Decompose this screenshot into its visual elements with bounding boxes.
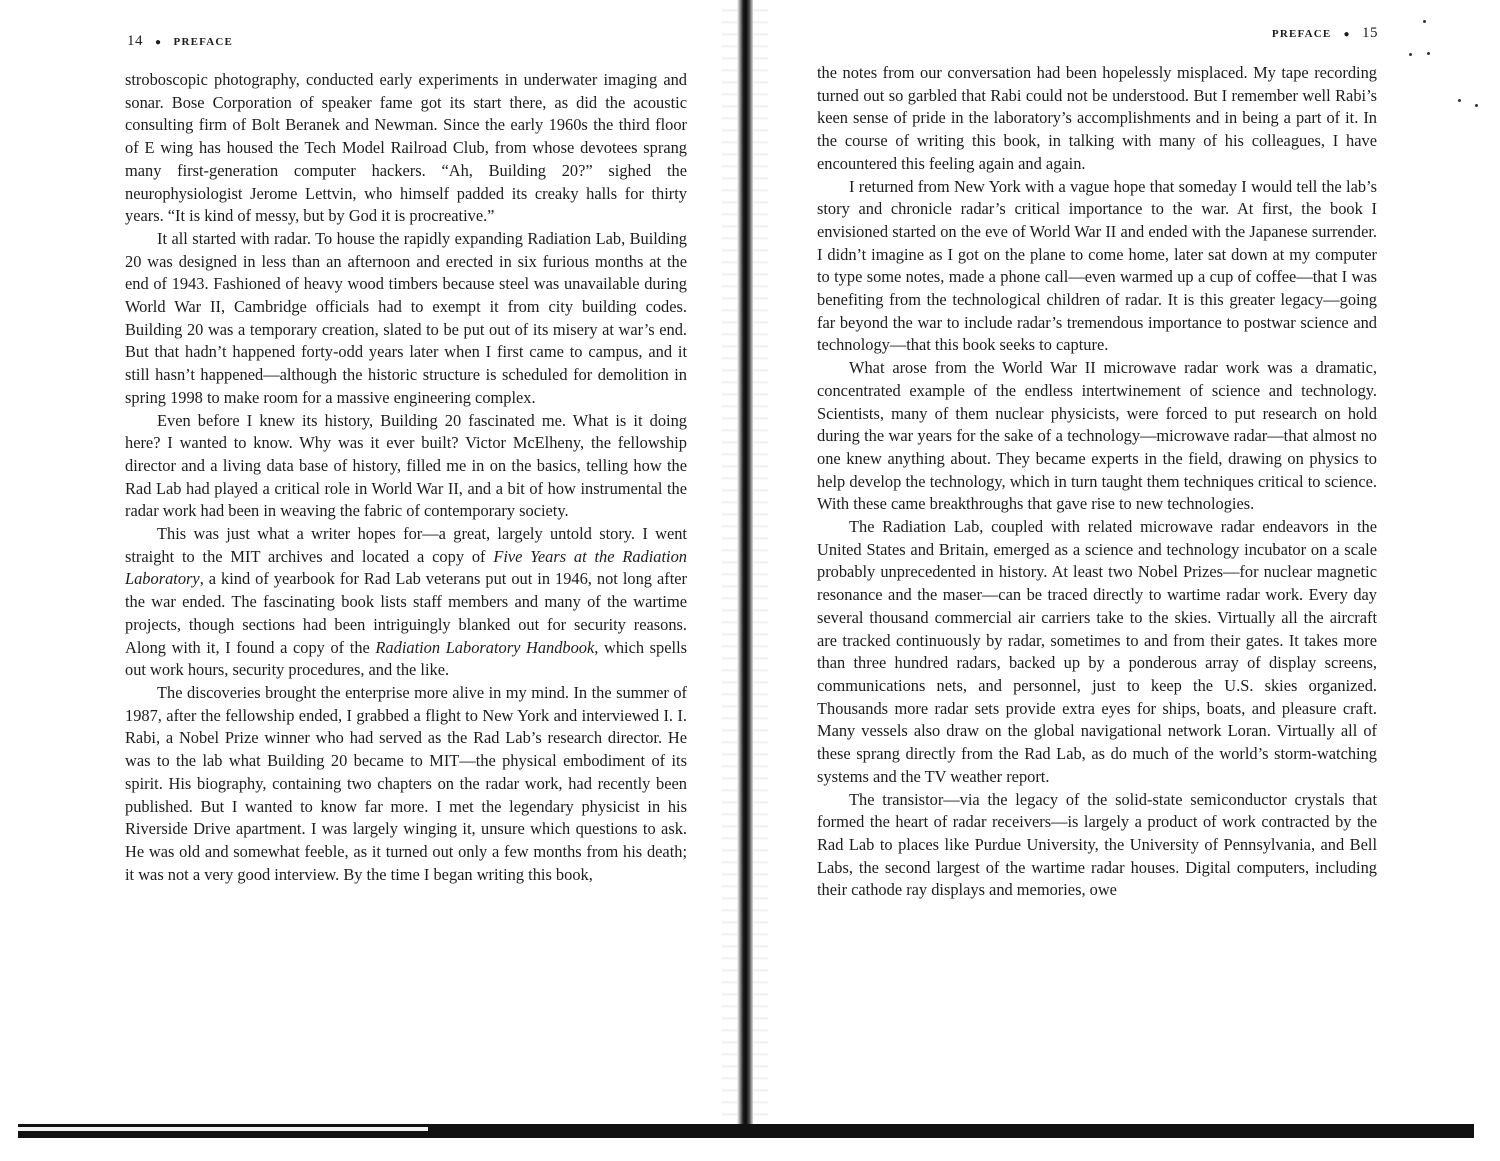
left-running-head	[127, 33, 233, 50]
paragraph: It all started with radar. To house the rapidly expanding Radiation Lab, Building 20 was designed in less than an afternoon and erected in six furious months at the end of 1943. Fashioned of heavy wood timbers because steel was unavailable during World War II, Cambridge officials had to exempt it from city building codes. Building 20 was a temporary creation, slated to be put out of its misery at war’s end. But that hadn’t happened forty-odd years later when I first came to campus, and it still hasn’t happened—although the historic structure is scheduled for demolition in spring 1998 to make room for a massive engineering complex.	[125, 228, 687, 407]
paragraph: The Radiation Lab, coupled with related microwave radar endeavors in the United States and Britain, emerged as a science and technology incubator on a scale probably unprecedented in history. At least two Nobel Prizes—for nuclear magnetic resonance and the maser—can be traced directly to wartime radar work. Every day several thousand commercial air carriers take to the skies. Virtually all the aircraft are tracked continuously by radar, sometimes to and from their gates. It takes more than three hundred radars, backed up by a ponderous array of display screens, communications nets, and personnel, just to keep the U.S. skies organized. Thousands more radar sets provide extra eyes for ships, boats, and pleasure craft. Many vessels also draw on the global navigational network Loran. Virtually all of these sprang directly from the Rad Lab, as do much of the world’s storm-watching systems and the TV weather report.	[817, 517, 1377, 786]
paragraph-text: , which spells out work hours, security procedures, and the like.	[125, 637, 688, 680]
left-running-title: PREFACE	[173, 36, 234, 48]
left-page	[0, 0, 737, 1120]
paragraph: I returned from New York with a vague hope that someday I would tell the lab’s story and chronicle radar’s critical importance to the war. At first, the book I envisioned started on the eve of World War II and ended with the Japanese surrender. I didn’t imagine as I got on the plane to come home, later sat down at my computer to type some notes, made a phone call—even warmed up a cup of coffee—that I was benefiting from the technological children of radar. It is this greater legacy—going far beyond the war to include radar’s tremendous importance to postwar science and technology—that this book seeks to capture.	[817, 176, 1377, 355]
paragraph: What arose from the World War II microwave radar work was a dramatic, concentrated example of the endless intertwinement of science and technology. Scientists, many of them nuclear physicists, were forced to put research on hold during the war years for the sake of a technology—microwave radar—that almost no one knew anything about. They became experts in the field, drawing on physics to help develop the technology, which in turn taught them techniques critical to science. With these came breakthroughs that gave rise to new technologies.	[817, 358, 1377, 514]
right-body-text	[817, 62, 1377, 902]
right-running-title: PREFACE	[1271, 28, 1332, 40]
right-page	[753, 0, 1500, 1120]
right-page-number: 15	[1362, 25, 1378, 41]
left-page-number: 14	[127, 33, 143, 49]
scan-bottom-edge-highlight	[18, 1127, 428, 1131]
running-head-bullet: ●	[1343, 29, 1350, 40]
left-body-text	[125, 69, 687, 886]
book-gutter-shadow	[737, 0, 753, 1135]
running-head-bullet: ●	[155, 37, 162, 48]
book-title: Five Years at the Radiation Laboratory	[125, 546, 687, 589]
right-running-head	[1272, 25, 1378, 42]
paragraph-text: This was just what a writer hopes for—a great, largely untold story. I went straight to the MIT archives and located a copy of	[125, 524, 687, 566]
paragraph: Even before I knew its history, Building 20 fascinated me. What is it doing here? I wanted to know. Why was it ever built? Victor McElheny, the fellowship director and a living data base of history, filled me in on the basics, telling how the Rad Lab had played a critical role in World War II, and a bit of how instrumental the radar work had been in weaving the fabric of contemporary society.	[125, 410, 687, 521]
paragraph: stroboscopic photography, conducted early experiments in underwater imaging and sonar. Bose Corporation of speaker fame got its start there, as did the acoustic consulting firm of Bolt Beranek and Newman. Since the early 1960s the third floor of E wing has housed the Tech Model Railroad Club, from whose devotees sprang many first-generation computer hackers. “Ah, Building 20?” sighed the neurophysiologist Jerome Lettvin, who himself padded its creaky halls for thirty years. “It is kind of messy, but by God it is procreative.”	[125, 70, 687, 226]
paragraph-with-titles	[125, 523, 687, 682]
paragraph: The transistor—via the legacy of the solid-state semiconductor crystals that formed the heart of radar receivers—is largely a product of work contracted by the Rad Lab to places like Purdue University, the University of Pennsylvania, and Bell Labs, the second largest of the wartime radar houses. Digital computers, including their cathode ray displays and memories, owe	[817, 789, 1377, 900]
book-title: Radiation Laboratory Handbook	[375, 637, 595, 657]
paragraph: the notes from our conversation had been hopelessly misplaced. My tape recording turned out so garbled that Rabi could not be understood. But I remember well Rabi’s keen sense of pride in the laboratory’s accomplishments and in being a part of it. In the course of writing this book, in talking with many of his colleagues, I have encountered this feeling again and again.	[817, 63, 1377, 173]
paragraph-text: , a kind of yearbook for Rad Lab veterans put out in 1946, not long after the war ended. The fascinating book lists staff members and many of the wartime projects, though sections had been intriguingly blanked out for security reasons. Along with it, I found a copy of the	[125, 569, 687, 657]
paragraph: The discoveries brought the enterprise more alive in my mind. In the summer of 1987, after the fellowship ended, I grabbed a flight to New York and interviewed I. I. Rabi, a Nobel Prize winner who had served as the Rad Lab’s research director. He was to the lab what Building 20 became to MIT—the physical embodiment of its spirit. His biography, containing two chapters on the radar work, had recently been published. But I wanted to know far more. I met the legendary physicist in his Riverside Drive apartment. I was largely winging it, unsure which questions to ask. He was old and somewhat feeble, as it turned out only a few months from his death; it was not a very good interview. By the time I began writing this book,	[125, 682, 687, 884]
